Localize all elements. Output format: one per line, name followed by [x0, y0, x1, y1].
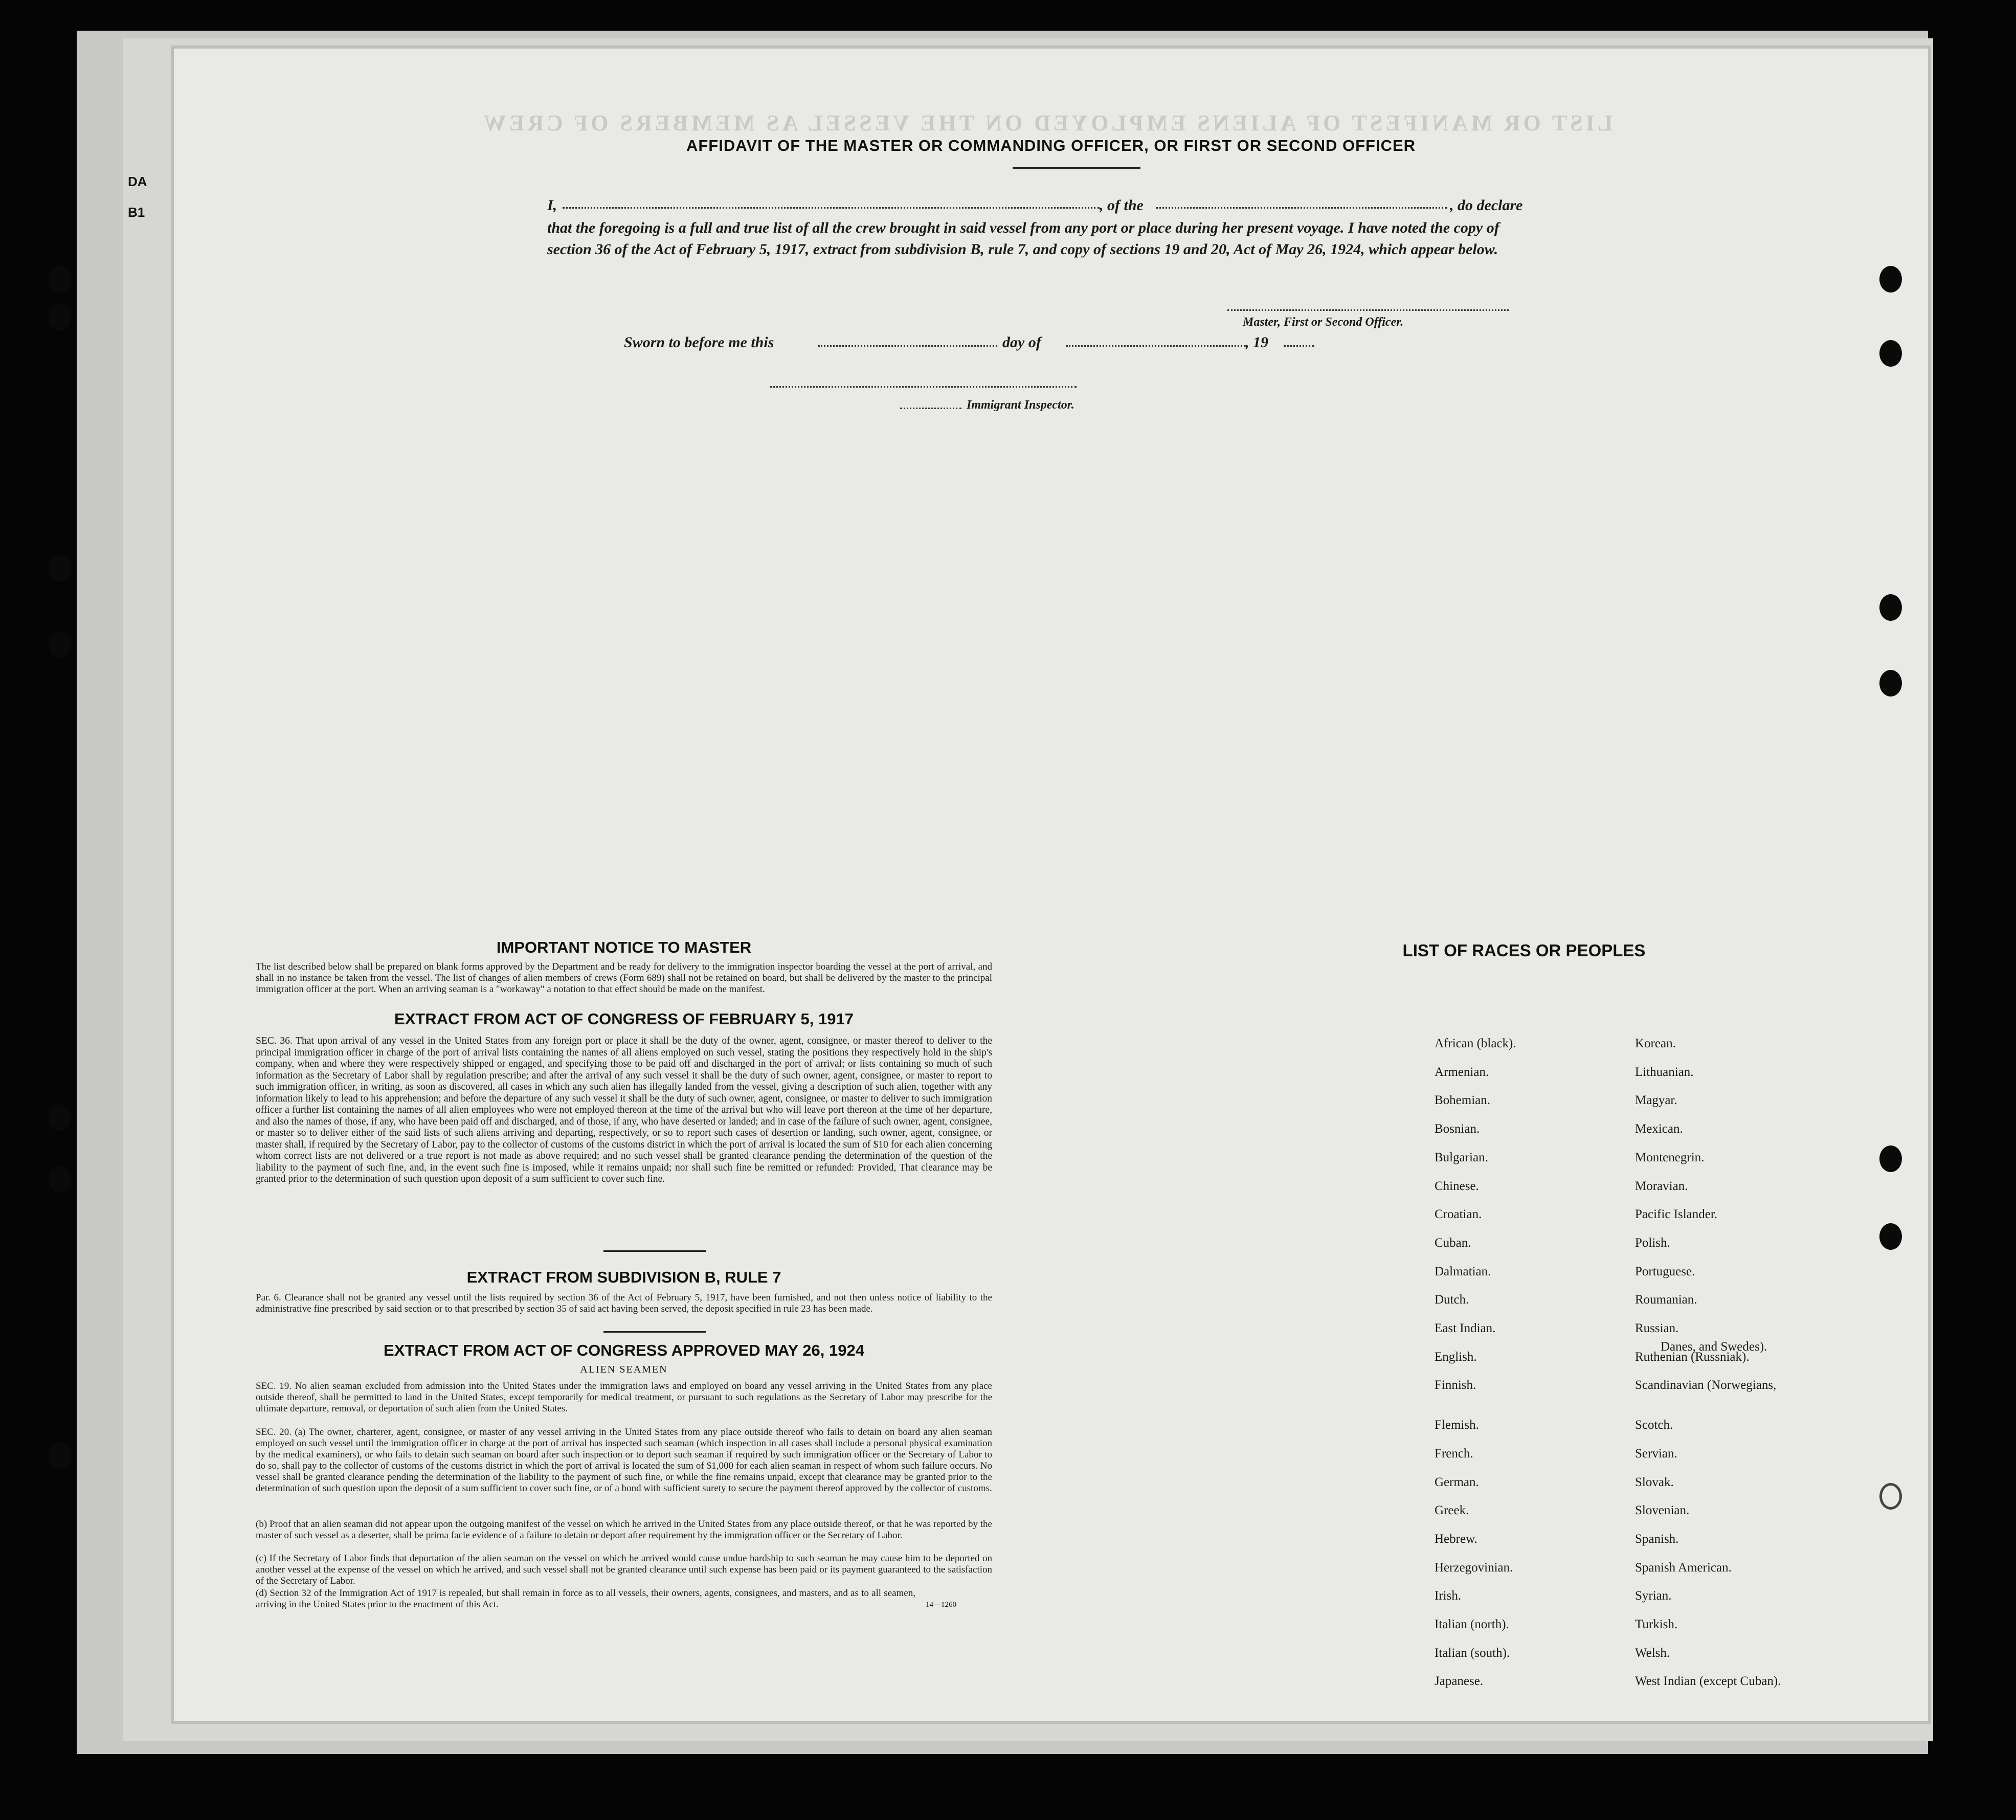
race-item-continuation: Danes, and Swedes).: [1661, 1340, 1767, 1354]
binder-hole: [1879, 1223, 1902, 1250]
extract-1917-text: SEC. 36. That upon arrival of any vessel in the United States from any foreign port or place it shall be the duty of the owner, agent, consignee, or master thereof to deliver to the principal immigration officer in charge of the port of arrival lists containing the names of all aliens employed on such vessel, stating the positions they respectively hold in the ship's company, when and where they were respectively shipped or engaged, and specifying those to be paid off and discharged in the port of arrival; or lists containing so much of such information as the Secretary of Labor shall by regulation prescribe; and after the arrival of any such vessel it shall be the duty of such owner, agent, consignee, or master to report to such immigration officer, in writing, as soon as discovered, all cases in which any such alien has illegally landed from the vessel, giving a description of such alien, together with any information likely to lead to his apprehension; and before the departure of any such vessel it shall be the duty of such owner, agent, consignee, or master to deliver to such immigration officer a further list containing the names of all alien employees who were not employed thereon at the time of the arrival but who will leave port thereon at the time of her departure, and also the names of those, if any, who have been paid off and discharged, and of those, if any, who have deserted or landed; and in case of the failure of such owner, agent, consignee, or master so to deliver either of the said lists of such aliens arriving and departing, respectively, or so to report such cases of desertion or landing, such owner, agent, consignee, or master shall, if required by the Secretary of Labor, pay to the collector of customs of the customs district in which the port of arrival is located the sum of $10 for each alien concerning whom correct lists are not delivered or a true report is not made as above required; and no such vessel shall be granted clearance pending the determination of the question of the liability to the payment of such fine, and, in the event such fine is imposed, while it remains unpaid; nor shall such fine be remitted or refunded: Provided, That clearance may be granted prior to the determination of such question upon deposit of a sum sufficient to cover such fine.: [256, 1036, 992, 1184]
extract-1917-title: EXTRACT FROM ACT OF CONGRESS OF FEBRUARY 5, 1917: [394, 1010, 854, 1028]
race-item: Japanese.: [1435, 1674, 1484, 1688]
race-item: Spanish American.: [1635, 1561, 1732, 1575]
month-blank[interactable]: [1066, 345, 1245, 347]
bleed-through-text: LIST OR MANIFEST OF ALIENS EMPLOYED ON THE VESSEL AS MEMBERS OF CREW: [481, 110, 1613, 136]
signature-blank[interactable]: [1227, 309, 1509, 311]
extract-rule7-text: Par. 6. Clearance shall not be granted any vessel until the lists required by section 36 of the Act of February 5, 1917, have been furnished, and not then unless notice of liability to the administrative fine prescribed by said section or to that prescribed by section 35 of said act having been served, the deposit specified in rule 23 has been made.: [256, 1292, 992, 1314]
notice-title: IMPORTANT NOTICE TO MASTER: [496, 938, 752, 956]
margin-label-b1: B1: [128, 205, 145, 220]
form-number: 14—1260: [926, 1601, 956, 1609]
binder-hole: [49, 1166, 71, 1193]
alien-seamen-subtitle: ALIEN SEAMEN: [580, 1364, 668, 1375]
year-label: , 19: [1245, 334, 1268, 351]
sec19-text: SEC. 19. No alien seaman excluded from admission into the United States under the immigration laws and employed on board any vessel arriving in the United States from any place outside thereof, shall be permitted to land in the United States, except temporarily for medical treatment, or pursuant to such regulations as the Secretary of Labor may prescribe for the ultimate departure, removal, or deportation of such alien from the United States.: [256, 1381, 992, 1414]
race-item: Turkish.: [1635, 1617, 1678, 1631]
divider: [603, 1331, 706, 1333]
race-item: Russian.: [1635, 1321, 1679, 1335]
binder-hole: [49, 304, 71, 331]
race-item: Italian (south).: [1435, 1646, 1510, 1660]
divider: [603, 1250, 706, 1252]
race-item: Slovenian.: [1635, 1503, 1690, 1517]
binder-hole: [1879, 1145, 1902, 1172]
master-caption: Master, First or Second Officer.: [1243, 316, 1404, 329]
race-item: Herzegovinian.: [1435, 1561, 1513, 1575]
margin-label-da: DA: [128, 174, 147, 189]
binder-hole: [49, 1442, 71, 1469]
race-item: Dalmatian.: [1435, 1265, 1491, 1278]
race-item: Spanish.: [1635, 1532, 1679, 1546]
race-item: Bulgarian.: [1435, 1151, 1488, 1164]
race-item: Lithuanian.: [1635, 1065, 1694, 1079]
race-item: German.: [1435, 1475, 1479, 1489]
race-item: Chinese.: [1435, 1179, 1479, 1193]
divider: [1013, 167, 1140, 169]
race-item: Syrian.: [1635, 1589, 1672, 1603]
year-blank[interactable]: [1284, 345, 1314, 347]
affidavit-of-the: , of the: [1100, 197, 1144, 214]
races-title: LIST OF RACES OR PEOPLES: [1402, 941, 1646, 960]
sec20d-text: (d) Section 32 of the Immigration Act of 1917 is repealed, but shall remain in force as to all vessels, their owners, agents, consignees, and masters, and as to all seamen, arriving in the United States prior to the enactment of this Act.: [256, 1588, 915, 1610]
race-item: Moravian.: [1635, 1179, 1688, 1193]
sec20c-text: (c) If the Secretary of Labor finds that deportation of the alien seaman on the vessel on which he arrived would cause undue hardship to such seaman he may cause him to be deported on another vessel at the expense of the vessel on which he arrived, and such vessel shall not be granted clearance until such expense has been paid or its payment guaranteed to the satisfaction of the Secretary of Labor.: [256, 1553, 992, 1586]
inspector-caption: Immigrant Inspector.: [967, 398, 1074, 412]
race-item: Dutch.: [1435, 1293, 1469, 1307]
race-item: Italian (north).: [1435, 1617, 1509, 1631]
inspector-blank[interactable]: [770, 386, 1077, 388]
race-item: Greek.: [1435, 1503, 1469, 1517]
race-item: Servian.: [1635, 1447, 1677, 1461]
binder-hole: [1879, 266, 1902, 293]
race-item: Montenegrin.: [1635, 1151, 1705, 1164]
race-item: African (black).: [1435, 1037, 1516, 1050]
vessel-blank[interactable]: [1156, 207, 1447, 209]
race-item: Bohemian.: [1435, 1093, 1491, 1107]
race-item: Scandinavian (Norwegians,: [1635, 1378, 1777, 1392]
binder-hole: [49, 632, 71, 658]
race-item: Ruthenian (Russniak).: [1635, 1350, 1750, 1364]
binder-hole: [1879, 340, 1902, 367]
binder-hole: [1879, 1483, 1902, 1510]
race-item: English.: [1435, 1350, 1477, 1364]
sworn-label: Sworn to before me this: [624, 334, 774, 351]
affidavit-body: that the foregoing is a full and true list of all the crew brought in said vessel from any port or place during her present voyage. I have noted the copy of section 36 of the Act of February 5, 1917, extract from subdivision B, rule 7, and copy of sections 19 and 20, Act of May 26, 1924, which appear below.: [547, 219, 1499, 258]
notice-text: The list described below shall be prepared on blank forms approved by the Department and be ready for delivery to the immigration inspector boarding the vessel at the port of arrival, and shall in no instance be taken from the vessel. The list of changes of alien members of crews (Form 689) shall not be retained on board, but shall be delivered by the master to the principal immigration officer at the port. When an arriving seaman is a "workaway" a notation to that effect should be made on the manifest.: [256, 961, 992, 995]
affidavit-declare: , do declare: [1450, 197, 1523, 214]
race-item: Mexican.: [1635, 1122, 1683, 1136]
race-item: Slovak.: [1635, 1475, 1674, 1489]
race-item: Magyar.: [1635, 1093, 1677, 1107]
race-item: Armenian.: [1435, 1065, 1489, 1079]
binder-hole: [49, 266, 71, 293]
race-item: West Indian (except Cuban).: [1635, 1674, 1781, 1688]
race-item: Korean.: [1635, 1037, 1676, 1050]
manifest-sheet: [174, 49, 1928, 1721]
race-item: Finnish.: [1435, 1378, 1476, 1392]
day-blank[interactable]: [818, 345, 997, 347]
race-item: Croatian.: [1435, 1207, 1482, 1221]
race-item: French.: [1435, 1447, 1473, 1461]
binder-hole: [49, 1105, 71, 1131]
race-item: Welsh.: [1635, 1646, 1670, 1660]
extract-rule7-title: EXTRACT FROM SUBDIVISION B, RULE 7: [466, 1268, 781, 1286]
race-item: East Indian.: [1435, 1321, 1496, 1335]
extract-1924-title: EXTRACT FROM ACT OF CONGRESS APPROVED MAY 26, 1924: [384, 1341, 864, 1359]
sec20a-text: SEC. 20. (a) The owner, charterer, agent, consignee, or master of any vessel arriving in the United States from any place outside thereof who fails to detain on board any alien seaman employed on such vessel until the immigration officer in charge at the port of arrival has inspected such seaman (which inspection in all cases shall include a personal physical examination by the medical examiners), or who fails to detain such seaman on board after such inspection or to deport such seaman if required by such immigration officer or the Secretary of Labor to do so, shall pay to the collector of customs of the customs district in which the port of arrival is located the sum of $1,000 for each alien seaman in respect of whom such failure occurs. No vessel shall be granted clearance pending the determination of the liability to the payment of such fine, or while the fine remains unpaid, except that clearance may be granted prior to the determination of such question upon the deposit of a sum sufficient to cover such fine, or of a bond with sufficient surety to secure the payment thereof approved by the collector of customs.: [256, 1427, 992, 1494]
race-item: Flemish.: [1435, 1418, 1479, 1432]
affidavit-title: AFFIDAVIT OF THE MASTER OR COMMANDING OFFICER, OR FIRST OR SECOND OFFICER: [686, 137, 1416, 154]
race-item: Hebrew.: [1435, 1532, 1477, 1546]
race-item: Irish.: [1435, 1589, 1462, 1603]
race-item: Cuban.: [1435, 1236, 1471, 1250]
race-item: Polish.: [1635, 1236, 1670, 1250]
race-item: Portuguese.: [1635, 1265, 1695, 1278]
binder-hole: [1879, 594, 1902, 621]
race-item: Roumanian.: [1635, 1293, 1697, 1307]
race-item: Bosnian.: [1435, 1122, 1480, 1136]
binder-hole: [1879, 670, 1902, 696]
race-item: Scotch.: [1635, 1418, 1673, 1432]
affidavit-i: I,: [547, 197, 557, 214]
name-blank[interactable]: [563, 207, 1100, 209]
day-of-label: day of: [1002, 334, 1041, 351]
binder-hole: [49, 555, 71, 581]
race-item: Pacific Islander.: [1635, 1207, 1718, 1221]
inspector-blank-short: [900, 408, 961, 409]
sec20b-text: (b) Proof that an alien seaman did not appear upon the outgoing manifest of the vessel on which he arrived in the United States from any place outside thereof, or that he was reported by the master of such vessel as a deserter, shall be prima facie evidence of a failure to detain or deport after requirement by the immigration officer or the Secretary of Labor.: [256, 1519, 992, 1541]
